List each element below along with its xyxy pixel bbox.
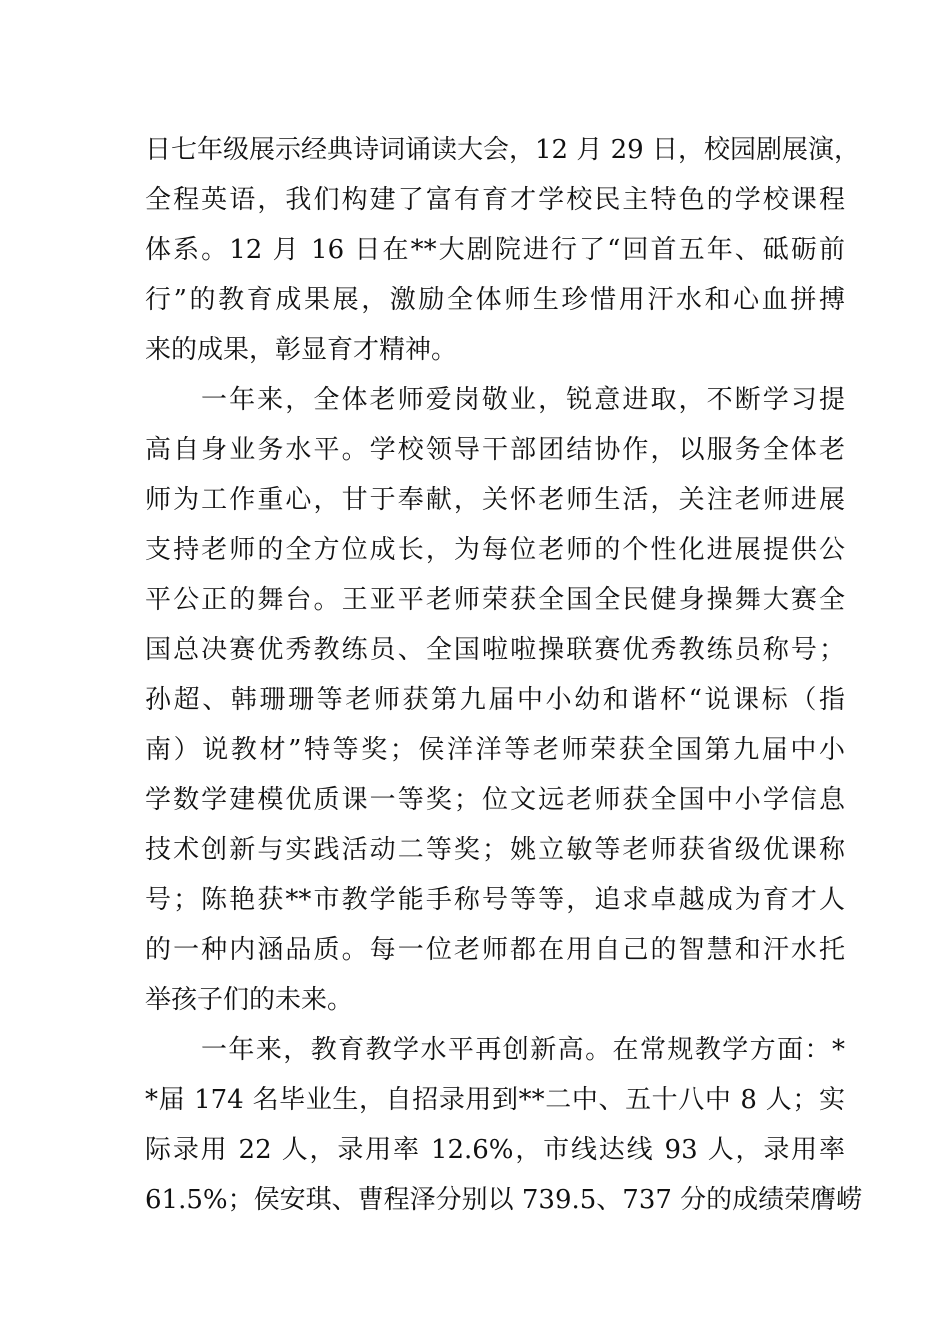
text-line: 国总决赛优秀教练员、全国啦啦操联赛优秀教练员称号； <box>145 635 845 665</box>
text-line: 号；陈艳获**市教学能手称号等等，追求卓越成为育才人 <box>145 885 845 915</box>
text-line: 的一种内涵品质。每一位老师都在用自己的智慧和汗水托 <box>145 935 845 965</box>
paragraph-3 <box>145 1025 863 1225</box>
text-line: 技术创新与实践活动二等奖；姚立敏等老师获省级优课称 <box>145 835 845 865</box>
text-line: 来的成果，彰显育才精神。 <box>145 335 458 365</box>
text-line: 支持老师的全方位成长，为每位老师的个性化进展提供公 <box>145 535 845 565</box>
document-body <box>145 125 863 1225</box>
text-line: 孙超、韩珊珊等老师获第九届中小幼和谐杯“说课标（指 <box>145 685 845 715</box>
text-line: 举孩子们的未来。 <box>145 985 354 1015</box>
text-line: 高自身业务水平。学校领导干部团结协作，以服务全体老 <box>145 435 845 465</box>
text-line: 行”的教育成果展，激励全体师生珍惜用汗水和心血拼搏 <box>145 285 845 315</box>
text-line: 61.5%；侯安琪、曹程泽分别以 739.5、737 分的成绩荣膺崂 <box>145 1185 863 1215</box>
text-line: 南）说教材”特等奖；侯洋洋等老师荣获全国第九届中小 <box>145 735 845 765</box>
text-line: 一年来，教育教学水平再创新高。在常规教学方面：* <box>201 1035 845 1065</box>
text-line: 学数学建模优质课一等奖；位文远老师获全国中小学信息 <box>145 785 845 815</box>
paragraph-1 <box>145 125 860 375</box>
text-line: 体系。12 月 16 日在**大剧院进行了“回首五年、砥砺前 <box>145 235 845 265</box>
text-line: 日七年级展示经典诗词诵读大会，12 月 29 日，校园剧展演， <box>145 135 860 165</box>
text-line: *届 174 名毕业生，自招录用到**二中、五十八中 8 人；实 <box>145 1085 845 1115</box>
text-line: 平公正的舞台。王亚平老师荣获全国全民健身操舞大赛全 <box>145 585 845 615</box>
paragraph-2 <box>145 375 845 1025</box>
text-line: 全程英语，我们构建了富有育才学校民主特色的学校课程 <box>145 185 845 215</box>
text-line: 际录用 22 人，录用率 12.6%，市线达线 93 人，录用率 <box>145 1135 845 1165</box>
text-line: 一年来，全体老师爱岗敬业，锐意进取，不断学习提 <box>201 385 845 415</box>
text-line: 师为工作重心，甘于奉献，关怀老师生活，关注老师进展 <box>145 485 845 515</box>
